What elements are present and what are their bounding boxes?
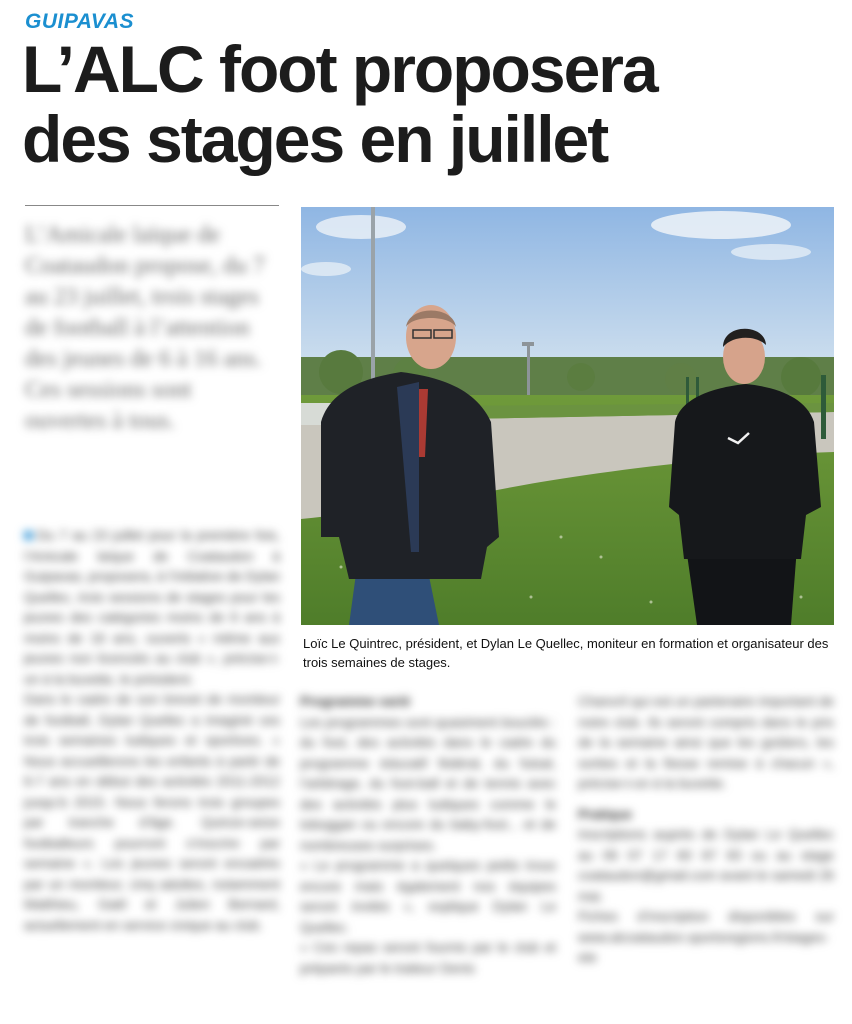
- body-paragraph: Chanvril qui est un partenaire important de notre club. Ils seront compris dans le prix de la semaine ainsi que les goûters, les sorties et la fiesse remise à chacun », précise-t-on à la buvette.: [578, 694, 834, 791]
- practical-info: Fiches d’inscription disponibles sur www.alcoataudon.sportsregions.fr/stages-ete: [578, 909, 834, 965]
- page-title: L’ALC foot proposera des stages en juillet: [22, 32, 657, 176]
- body-text: Du 7 au 23 juillet pour la première fois, l’Amicale laïque de Coataudon à Guipavas, proposera, à l’initiative de Dylan Quellec, trois sessions de stages pour les jeunes des catégories moins de 6 ans à moins de 16 ans, ouverts « même aux jeunes non licenciés au club », précise-t-on à la buvette, le président.: [24, 528, 280, 687]
- lede-paragraph: L’Amicale laïque de Coataudon propose, du 7 au 23 juillet, trois stages de football à l’attention des jeunes de 6 à 16 ans. Ces sessions sont ouvertes à tous.: [25, 222, 265, 434]
- body-paragraph: [24, 526, 280, 690]
- bullet-icon: [24, 531, 33, 540]
- photo-caption: Loïc Le Quintrec, président, et Dylan Le Quellec, moniteur en formation et organisateur des trois semaines de stages.: [303, 636, 829, 670]
- article-column-1: [24, 526, 280, 936]
- body-paragraph: « Le programme a quelques petits trous encore mais également nos équipes seront invités », explique Dylan Le Quellec.: [300, 858, 556, 935]
- article-photo: [301, 207, 834, 625]
- section-kicker: GUIPAVAS: [25, 10, 135, 33]
- article-column-2: [300, 692, 556, 979]
- article-column-3: [578, 692, 834, 969]
- subheading: Pratique: [578, 806, 633, 822]
- body-paragraph: « Ces repas seront fournis par le club et préparés par le traiteur Denis: [300, 940, 556, 976]
- subheading: Programme varié: [300, 694, 411, 709]
- body-paragraph: Les programmes sont quasiment bouclés : du foot, des activités dans le cadre du programme éducatif fédéral, du futsal, l’arbitrage, du foot-ball et de tennis avec des activités plus ludiques comme le toboggan ou encore du baby-foot... et de nombreuses surprises.: [300, 714, 556, 853]
- body-paragraph: Dans le cadre de son brevet de moniteur de football, Dylan Quellec a imaginé ces trois semaines ludiques et sportives. « Nous accueillerons les enfants à partir de 6-7 ans en début des activités 2011-2012 jusqu’à 2015. Nous ferons trois groupes par tranche d’âge. Quinze-seize footballeurs pourront s’inscrire par semaine ». Les jeunes seront encadrés par un moniteur, cinq adultes, notamment Matthieu, Gaël et Julien Bernard, actuellement en service civique au club.: [24, 692, 280, 933]
- practical-info: Inscriptions auprès de Dylan Le Quellec au 06 07 17 60 87 83 ou au stage coataudon@gmail.com avant le samedi 26 mai.: [578, 827, 834, 904]
- spacer: [578, 795, 834, 805]
- divider: [25, 205, 279, 206]
- photo-illustration: [301, 207, 834, 625]
